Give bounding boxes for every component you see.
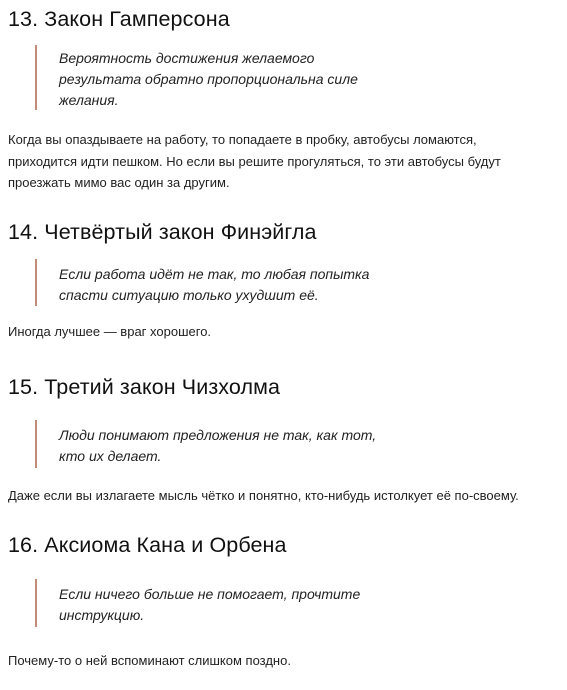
quote-line: Вероятность достижения желаемого	[59, 50, 315, 66]
quote-line: спасти ситуацию только ухудшит её.	[59, 287, 319, 303]
body-line: Иногда лучшее — враг хорошего.	[8, 324, 212, 339]
law-quote	[59, 264, 439, 306]
quote-bar	[35, 259, 37, 306]
quote-line: кто их делает.	[59, 448, 162, 464]
law-heading: 16. Аксиома Кана и Орбена	[8, 533, 287, 557]
quote-line: результата обратно пропорциональна силе	[59, 71, 358, 87]
quote-line: Люди понимают предложения не так, как тот,	[59, 427, 377, 443]
quote-line: желания.	[59, 92, 119, 108]
quote-bar	[35, 579, 37, 627]
law-heading: 15. Третий закон Чизхолма	[8, 375, 281, 399]
quote-bar	[35, 45, 37, 110]
body-line: проезжать мимо вас один за другим.	[8, 175, 230, 190]
quote-line: Если работа идёт не так, то любая попытка	[59, 266, 370, 282]
law-quote	[59, 48, 439, 111]
body-line: приходится идти пешком. Но если вы решите прогуляться, то эти автобусы будут	[8, 153, 501, 169]
law-quote	[59, 584, 439, 626]
body-line: Почему-то о ней вспоминают слишком поздно.	[8, 653, 291, 668]
law-body	[8, 485, 564, 507]
quote-line: инструкцию.	[59, 607, 145, 623]
law-heading: 13. Закон Гамперсона	[8, 7, 230, 31]
law-body	[8, 321, 564, 343]
body-line: Когда вы опаздываете на работу, то попадаете в пробку, автобусы ломаются,	[8, 132, 477, 147]
law-body	[8, 129, 564, 194]
law-heading: 14. Четвёртый закон Финэйгла	[8, 220, 317, 244]
law-body	[8, 650, 564, 672]
quote-bar	[35, 420, 37, 468]
body-line: Даже если вы излагаете мысль чётко и понятно, кто-нибудь истолкует её по-своему.	[8, 488, 519, 503]
quote-line: Если ничего больше не помогает, прочтите	[59, 586, 361, 602]
law-quote	[59, 425, 439, 467]
